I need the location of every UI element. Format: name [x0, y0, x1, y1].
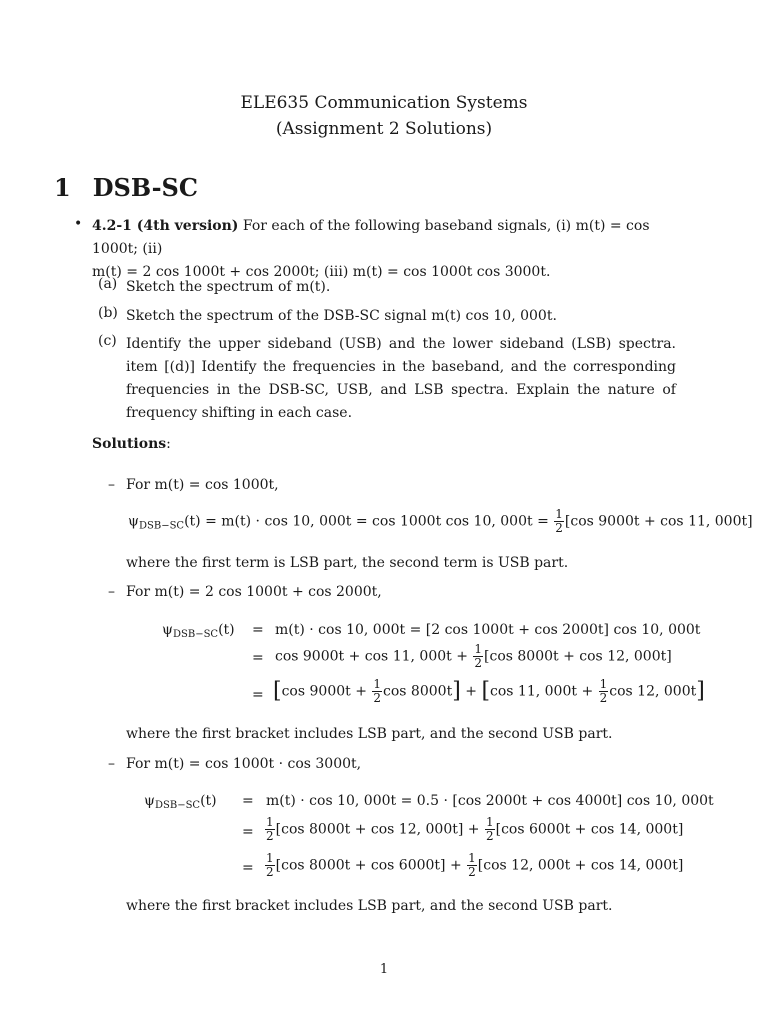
case2-eq-sign-3: = — [252, 687, 264, 703]
problem-statement — [92, 215, 676, 284]
case3-eq-sign-3: = — [242, 860, 254, 876]
problem-id: 4.2-1 (4th version) — [92, 218, 239, 234]
case3-lhs: $\psi_{DSB-SC}(t)$ — [144, 793, 217, 811]
title-line-2: (Assignment 2 Solutions) — [275, 119, 493, 139]
case1-psi-sub: DSB−SC — [138, 520, 185, 532]
document-title — [0, 90, 768, 142]
solutions-heading — [92, 436, 171, 452]
problem-intro-line1: For each of the following baseband signals, (i) m(t) = cos 1000t; (ii) — [92, 218, 650, 257]
case1-eq-rhs: [cos 9000t + cos 11, 000t] — [564, 513, 753, 530]
case1-equation — [128, 508, 753, 535]
section-title-text: DSB-SC — [92, 173, 198, 202]
dash-icon: – — [108, 756, 115, 772]
case3-eq-sign-2: = — [242, 824, 254, 840]
case3-note: where the first bracket includes LSB part, and the second USB part. — [126, 898, 613, 914]
case3-row1: m(t) · cos 10, 000t = 0.5 · [cos 2000t + cos 4000t] cos 10, 000t — [266, 793, 714, 809]
case2-note: where the first bracket includes LSB part, and the second USB part. — [126, 726, 613, 742]
title-line-1: ELE635 Communication Systems — [240, 93, 528, 113]
case2-row2-fraction: $\frac{1}{2}$ — [474, 642, 483, 670]
item-text-a: Sketch the spectrum of m(t). — [126, 279, 331, 295]
solutions-heading-text: Solutions — [92, 436, 167, 452]
case3-intro: For m(t) = cos 1000t · cos 3000t, — [126, 756, 362, 772]
case1-psi: ψ — [128, 513, 139, 530]
problem-intro-line2: m(t) = 2 cos 1000t + cos 2000t; (iii) m(t) = cos 1000t cos 3000t. — [92, 264, 551, 280]
case2-eq-sign-1: = — [252, 622, 264, 638]
item-label-c: (c) — [98, 333, 117, 349]
section-heading — [54, 173, 198, 202]
item-text-c: Identify the upper sideband (USB) and the lower sideband (LSB) spectra. item [(d)] Identify the frequencies in the baseband, and the corresponding frequencies in the DSB-SC, USB, and LSB spectra. Explain the nature of frequency shifting in each case. — [126, 336, 676, 421]
case2-lhs: $\psi_{DSB-SC}(t)$ — [162, 622, 235, 640]
page-number: 1 — [379, 962, 389, 977]
case1-fraction: $\frac{1}{2}$ — [555, 507, 563, 535]
case2-row1: m(t) · cos 10, 000t = [2 cos 1000t + cos 2000t] cos 10, 000t — [275, 622, 701, 638]
section-number: 1 — [54, 173, 71, 202]
case3-row2: $\frac{1}{2}$ [cos 8000t + cos 12, 000t] + $\frac{1}{2}$ [cos 6000t + cos 14, 000t] — [266, 815, 684, 843]
case1-eq-mid: (t) = m(t) · cos 10, 000t = cos 1000t cos 10, 000t = — [184, 513, 549, 530]
case1-note: where the first term is LSB part, the second term is USB part. — [126, 555, 569, 571]
item-label-b: (b) — [98, 305, 118, 321]
dash-icon: – — [108, 477, 115, 493]
case1-intro: For m(t) = cos 1000t, — [126, 477, 279, 493]
case2-intro: For m(t) = 2 cos 1000t + cos 2000t, — [126, 584, 382, 600]
case2-row3: [cos 9000t + $\frac{1}{2}$ cos 8000t] + [cos 11, 000t + $\frac{1}{2}$ cos 12, 000t] — [273, 677, 705, 705]
solutions-heading-colon: : — [166, 436, 171, 452]
item-label-a: (a) — [98, 276, 118, 292]
case2-eq-sign-2: = — [252, 650, 264, 666]
case3-row3: $\frac{1}{2}$ [cos 8000t + cos 6000t] + $\frac{1}{2}$ [cos 12, 000t + cos 14, 000t] — [266, 851, 684, 879]
item-text-b: Sketch the spectrum of the DSB-SC signal m(t) cos 10, 000t. — [126, 308, 557, 324]
dash-icon: – — [108, 584, 115, 600]
case2-row2: cos 9000t + cos 11, 000t + $\frac{1}{2}$ [cos 8000t + cos 12, 000t] — [275, 642, 672, 670]
case3-eq-sign-1: = — [242, 793, 254, 809]
bullet-icon: • — [74, 216, 83, 232]
